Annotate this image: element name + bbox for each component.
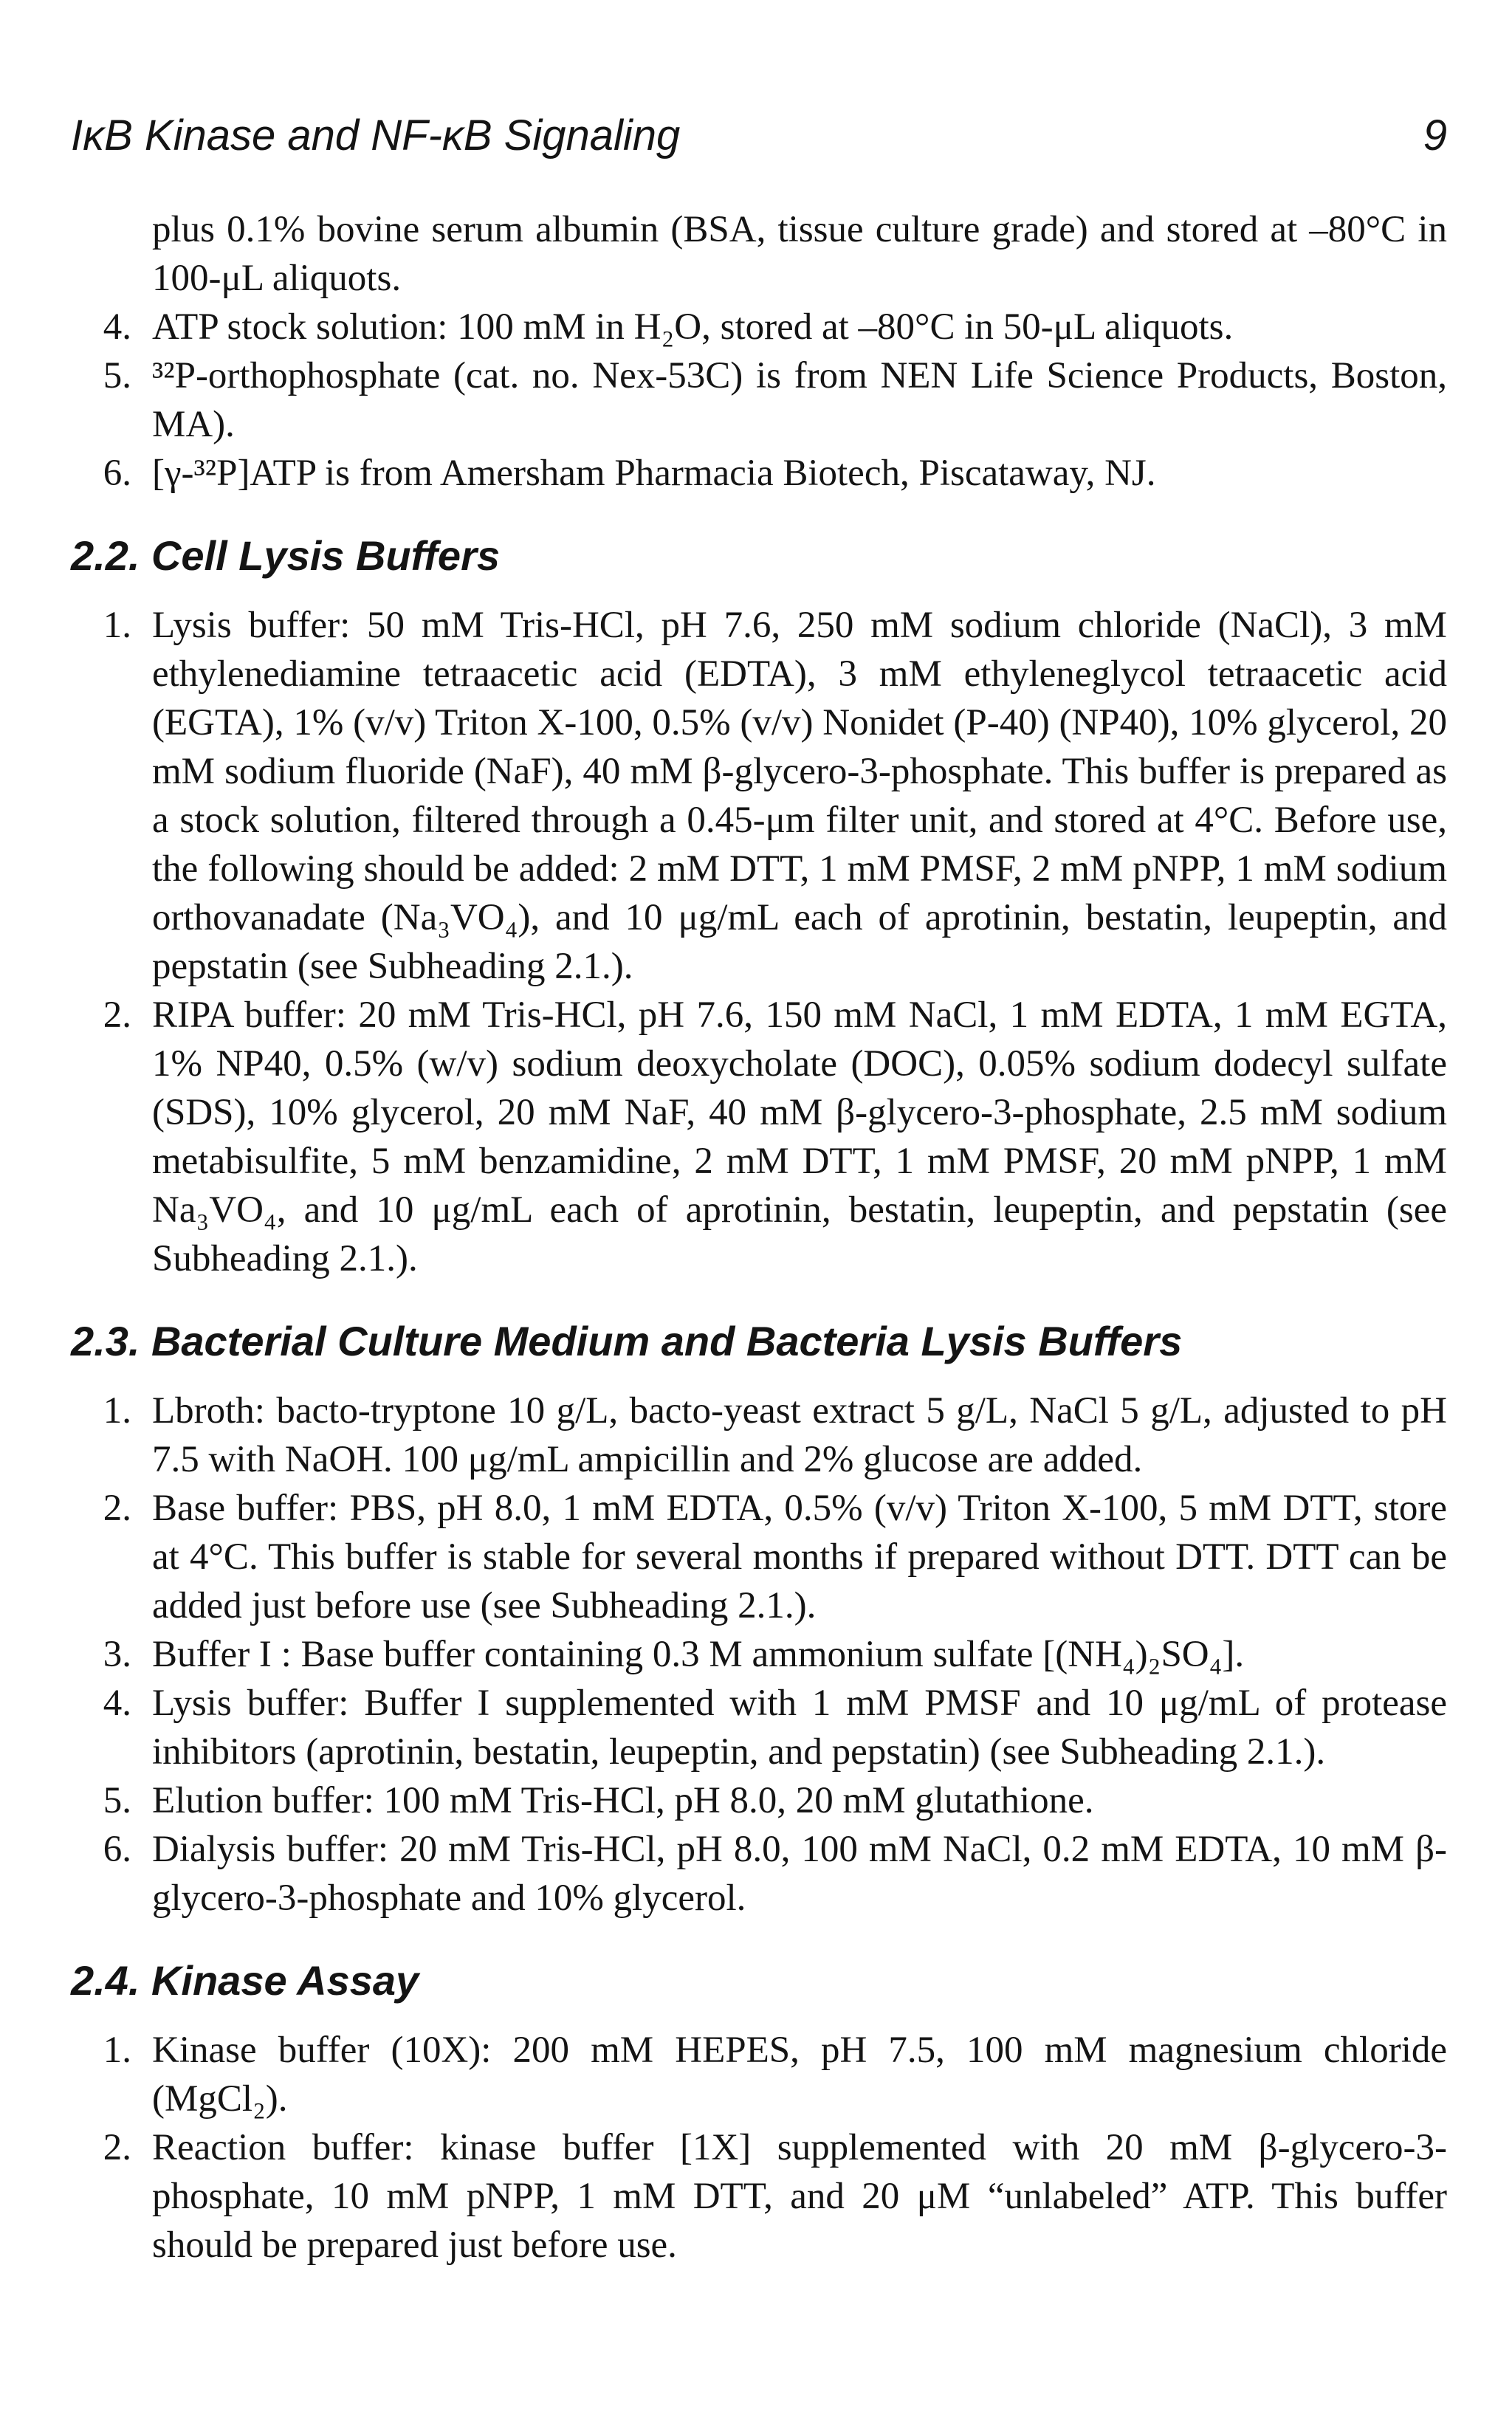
item-text: ATP stock solution: 100 mM in H₂O, stored at –80°C in 50-μL aliquots. <box>152 306 1234 348</box>
item-number: 2. <box>103 2127 131 2168</box>
item-number: 3. <box>103 1634 131 1675</box>
list-item <box>71 1825 1447 1922</box>
item-text: [γ-³²P]ATP is from Amersham Pharmacia Biotech, Piscataway, NJ. <box>152 453 1156 494</box>
list-item <box>71 991 1447 1283</box>
list-item <box>71 351 1447 449</box>
item-number: 6. <box>103 1829 131 1870</box>
list-item <box>71 303 1447 351</box>
list-item <box>71 601 1447 991</box>
item-text: Base buffer: PBS, pH 8.0, 1 mM EDTA, 0.5% (v/v) Triton X-100, 5 mM DTT, store at 4°C. This buffer is stable for several months if prepared without DTT. DTT can be added just before use (see Subheading 2.1.). <box>152 1488 1447 1626</box>
item-text: Kinase buffer (10X): 200 mM HEPES, pH 7.5, 100 mM magnesium chloride (MgCl₂). <box>152 2030 1447 2120</box>
item-number: 4. <box>103 1683 131 1724</box>
item-number: 1. <box>103 605 131 646</box>
list-item <box>71 1484 1447 1630</box>
section-list <box>71 1386 1447 1922</box>
list-item <box>71 2123 1447 2269</box>
list-item <box>71 1630 1447 1679</box>
item-text: Dialysis buffer: 20 mM Tris-HCl, pH 8.0, 100 mM NaCl, 0.2 mM EDTA, 10 mM β-glycero-3-phosphate and 10% glycerol. <box>152 1829 1447 1919</box>
item-number: 1. <box>103 1390 131 1432</box>
body-text <box>71 205 1447 2269</box>
section-heading: 2.4. Kinase Assay <box>71 1957 419 2004</box>
item-text: Buffer I : Base buffer containing 0.3 M ammonium sulfate [(NH₄)₂SO₄]. <box>152 1634 1245 1675</box>
running-title: IκB Kinase and NF-κB Signaling <box>71 111 681 159</box>
item-text: RIPA buffer: 20 mM Tris-HCl, pH 7.6, 150 mM NaCl, 1 mM EDTA, 1 mM EGTA, 1% NP40, 0.5% (w/v) sodium deoxycholate (DOC), 0.05% sodium dodecyl sulfate (SDS), 10% glycerol, 20 mM NaF, 40 mM β-glycero-3-phosphate, 2.5 mM sodium metabisulfite, 5 mM benzamidine, 2 mM DTT, 1 mM PMSF, 20 mM pNPP, 1 mM Na₃VO₄, and 10 μg/mL each of aprotinin, bestatin, leupeptin, and pepstatin (see Subheading 2.1.). <box>152 994 1447 1279</box>
page-number: 9 <box>1423 111 1447 159</box>
list-item <box>71 1386 1447 1484</box>
item-text: Lbroth: bacto-tryptone 10 g/L, bacto-yeast extract 5 g/L, NaCl 5 g/L, adjusted to pH 7.5 with NaOH. 100 μg/mL ampicillin and 2% glucose are added. <box>152 1390 1447 1480</box>
list-item <box>71 2026 1447 2123</box>
item-number: 4. <box>103 306 131 348</box>
item-number: 5. <box>103 1780 131 1821</box>
section-heading: 2.2. Cell Lysis Buffers <box>71 532 500 579</box>
item-number: 6. <box>103 453 131 494</box>
section-list <box>71 2026 1447 2269</box>
item-text: Lysis buffer: Buffer I supplemented with 1 mM PMSF and 10 μg/mL of protease inhibitors (aprotinin, bestatin, leupeptin, and pepstatin) (see Subheading 2.1.). <box>152 1683 1447 1773</box>
list-item <box>71 1679 1447 1776</box>
running-head <box>71 111 1447 170</box>
section-list <box>71 601 1447 1283</box>
item-text: plus 0.1% bovine serum albumin (BSA, tissue culture grade) and stored at –80°C in 100-μL aliquots. <box>152 209 1447 299</box>
item-text: ³²P-orthophosphate (cat. no. Nex-53C) is from NEN Life Science Products, Boston, MA). <box>152 355 1447 445</box>
item-number: 2. <box>103 1488 131 1529</box>
section-heading: 2.3. Bacterial Culture Medium and Bacteria Lysis Buffers <box>71 1318 1183 1364</box>
item-number: 5. <box>103 355 131 396</box>
item-text: Lysis buffer: 50 mM Tris-HCl, pH 7.6, 250 mM sodium chloride (NaCl), 3 mM ethylenediamine tetraacetic acid (EDTA), 3 mM ethyleneglycol tetraacetic acid (EGTA), 1% (v/v) Triton X-100, 0.5% (v/v) Nonidet (P-40) (NP40), 10% glycerol, 20 mM sodium fluoride (NaF), 40 mM β-glycero-3-phosphate. This buffer is prepared as a stock solution, filtered through a 0.45-μm filter unit, and stored at 4°C. Before use, the following should be added: 2 mM DTT, 1 mM PMSF, 2 mM pNPP, 1 mM sodium orthovanadate (Na₃VO₄), and 10 μg/mL each of aprotinin, bestatin, leupeptin, and pepstatin (see Subheading 2.1.). <box>152 605 1447 987</box>
continued-list <box>71 205 1447 498</box>
item-text: Reaction buffer: kinase buffer [1X] supplemented with 20 mM β-glycero-3-phosphate, 10 mM pNPP, 1 mM DTT, and 20 μM “unlabeled” ATP. This buffer should be prepared just before use. <box>152 2127 1447 2266</box>
list-item <box>71 449 1447 498</box>
list-item <box>71 1776 1447 1825</box>
item-number: 1. <box>103 2030 131 2071</box>
item-text: Elution buffer: 100 mM Tris-HCl, pH 8.0, 20 mM glutathione. <box>152 1780 1094 1821</box>
item-number: 2. <box>103 994 131 1036</box>
list-item <box>71 205 1447 303</box>
